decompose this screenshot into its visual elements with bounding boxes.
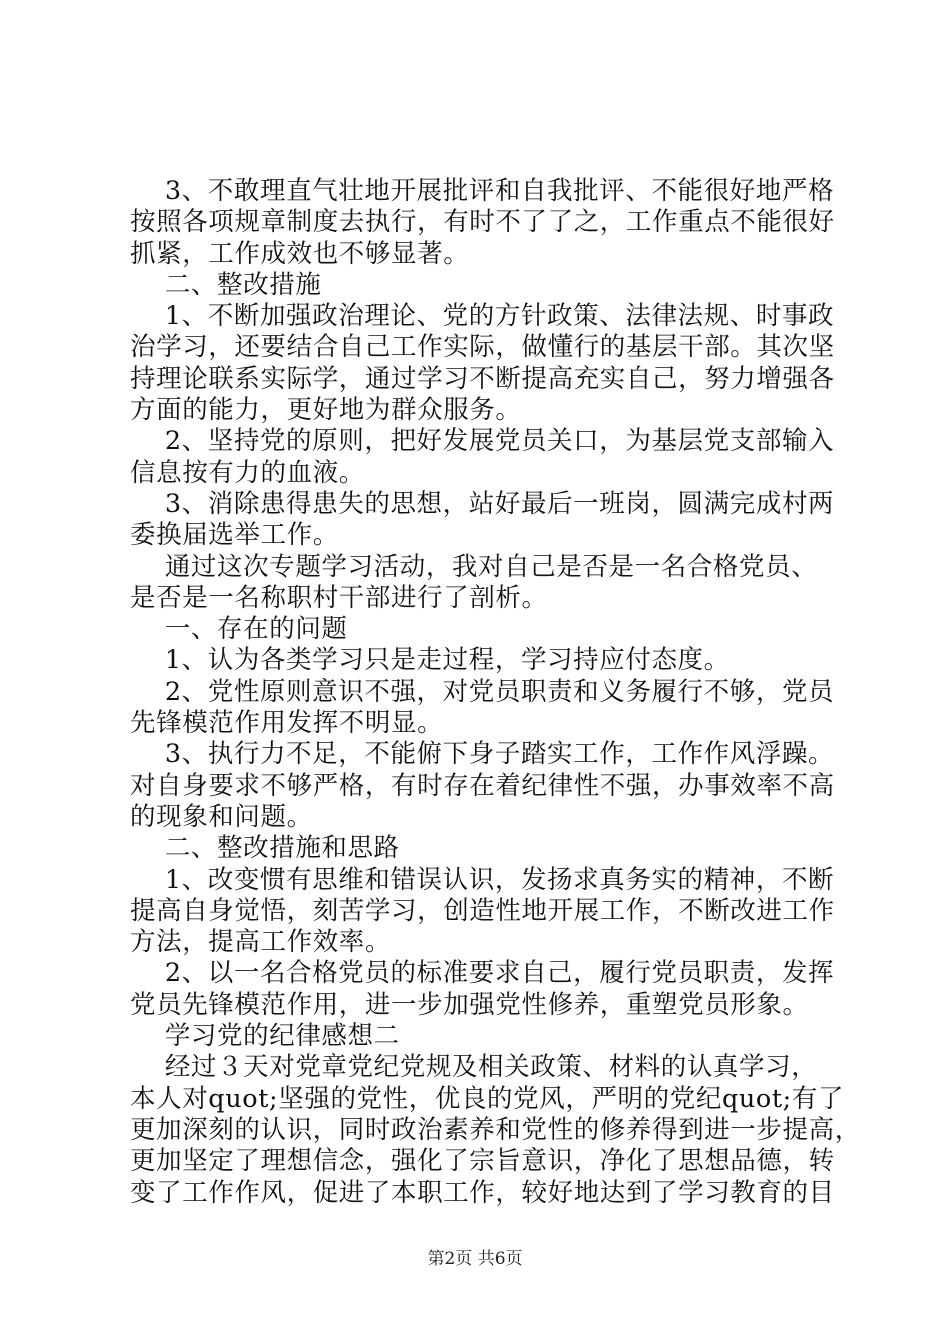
text-line: 一、存在的问题 (130, 614, 348, 645)
text-line: 的现象和问题。 (130, 801, 313, 832)
text-line: 更加深刻的认识，同时政治素养和党性的修养得到进一步提高， (130, 1114, 861, 1145)
text-line: 2、党性原则意识不强，对党员职责和义务履行不够，党员 (130, 676, 835, 707)
text-line: 3、不敢理直气壮地开展批评和自我批评、不能很好地严格 (130, 176, 835, 206)
text-line: 党员先锋模范作用，进一步加强党性修养，重塑党员形象。 (130, 989, 809, 1020)
text-line: 持理论联系实际学，通过学习不断提高充实自己，努力增强各 (130, 363, 835, 394)
text-line: 二、整改措施 (130, 269, 322, 300)
text-line: 本人对quot;坚强的党性，优良的党风，严明的党纪quot;有了 (130, 1083, 845, 1114)
text-line: 提高自身觉悟，刻苦学习，创造性地开展工作，不断改进工作 (130, 895, 835, 926)
text-line: 1、认为各类学习只是走过程，学习持应付态度。 (130, 645, 730, 676)
text-line: 委换届选举工作。 (130, 520, 339, 551)
document-body (130, 176, 861, 1209)
text-line: 3、执行力不足，不能俯下身子踏实工作，工作作风浮躁。 (130, 739, 835, 770)
text-line: 通过这次专题学习活动，我对自己是否是一名合格党员、 (130, 551, 818, 582)
text-line: 学习党的纪律感想二 (130, 1021, 400, 1052)
text-line: 2、以一名合格党员的标准要求自己，履行党员职责，发挥 (130, 958, 835, 989)
text-line: 是否是一名称职村干部进行了剖析。 (130, 582, 548, 613)
text-line: 方法，提高工作效率。 (130, 927, 392, 958)
text-line: 抓紧，工作成效也不够显著。 (130, 238, 470, 269)
text-line: 方面的能力，更好地为群众服务。 (130, 395, 522, 426)
page-footer: 第2页 共6页 (427, 1249, 523, 1269)
text-line: 信息按有力的血液。 (130, 457, 365, 488)
text-line: 二、整改措施和思路 (130, 833, 400, 864)
text-line: 按照各项规章制度去执行，有时不了了之，工作重点不能很好 (130, 207, 835, 238)
text-line: 对自身要求不够严格，有时存在着纪律性不强，办事效率不高 (130, 770, 835, 801)
text-line: 更加坚定了理想信念，强化了宗旨意识，净化了思想品德，转 (130, 1146, 835, 1177)
text-line: 1、改变惯有思维和错误认识，发扬求真务实的精神，不断 (130, 864, 835, 895)
text-line: 经过３天对党章党纪党规及相关政策、材料的认真学习， (130, 1052, 818, 1083)
text-line: 变了工作作风，促进了本职工作，较好地达到了学习教育的目 (130, 1177, 835, 1208)
text-line: 3、消除患得患失的思想，站好最后一班岗，圆满完成村两 (130, 488, 835, 519)
text-line: 1、不断加强政治理论、党的方针政策、法律法规、时事政 (130, 301, 835, 332)
text-line: 先锋模范作用发挥不明显。 (130, 708, 444, 739)
text-line: 治学习，还要结合自己工作实际，做懂行的基层干部。其次坚 (130, 332, 835, 363)
text-line: 2、坚持党的原则，把好发展党员关口，为基层党支部输入 (130, 426, 835, 457)
